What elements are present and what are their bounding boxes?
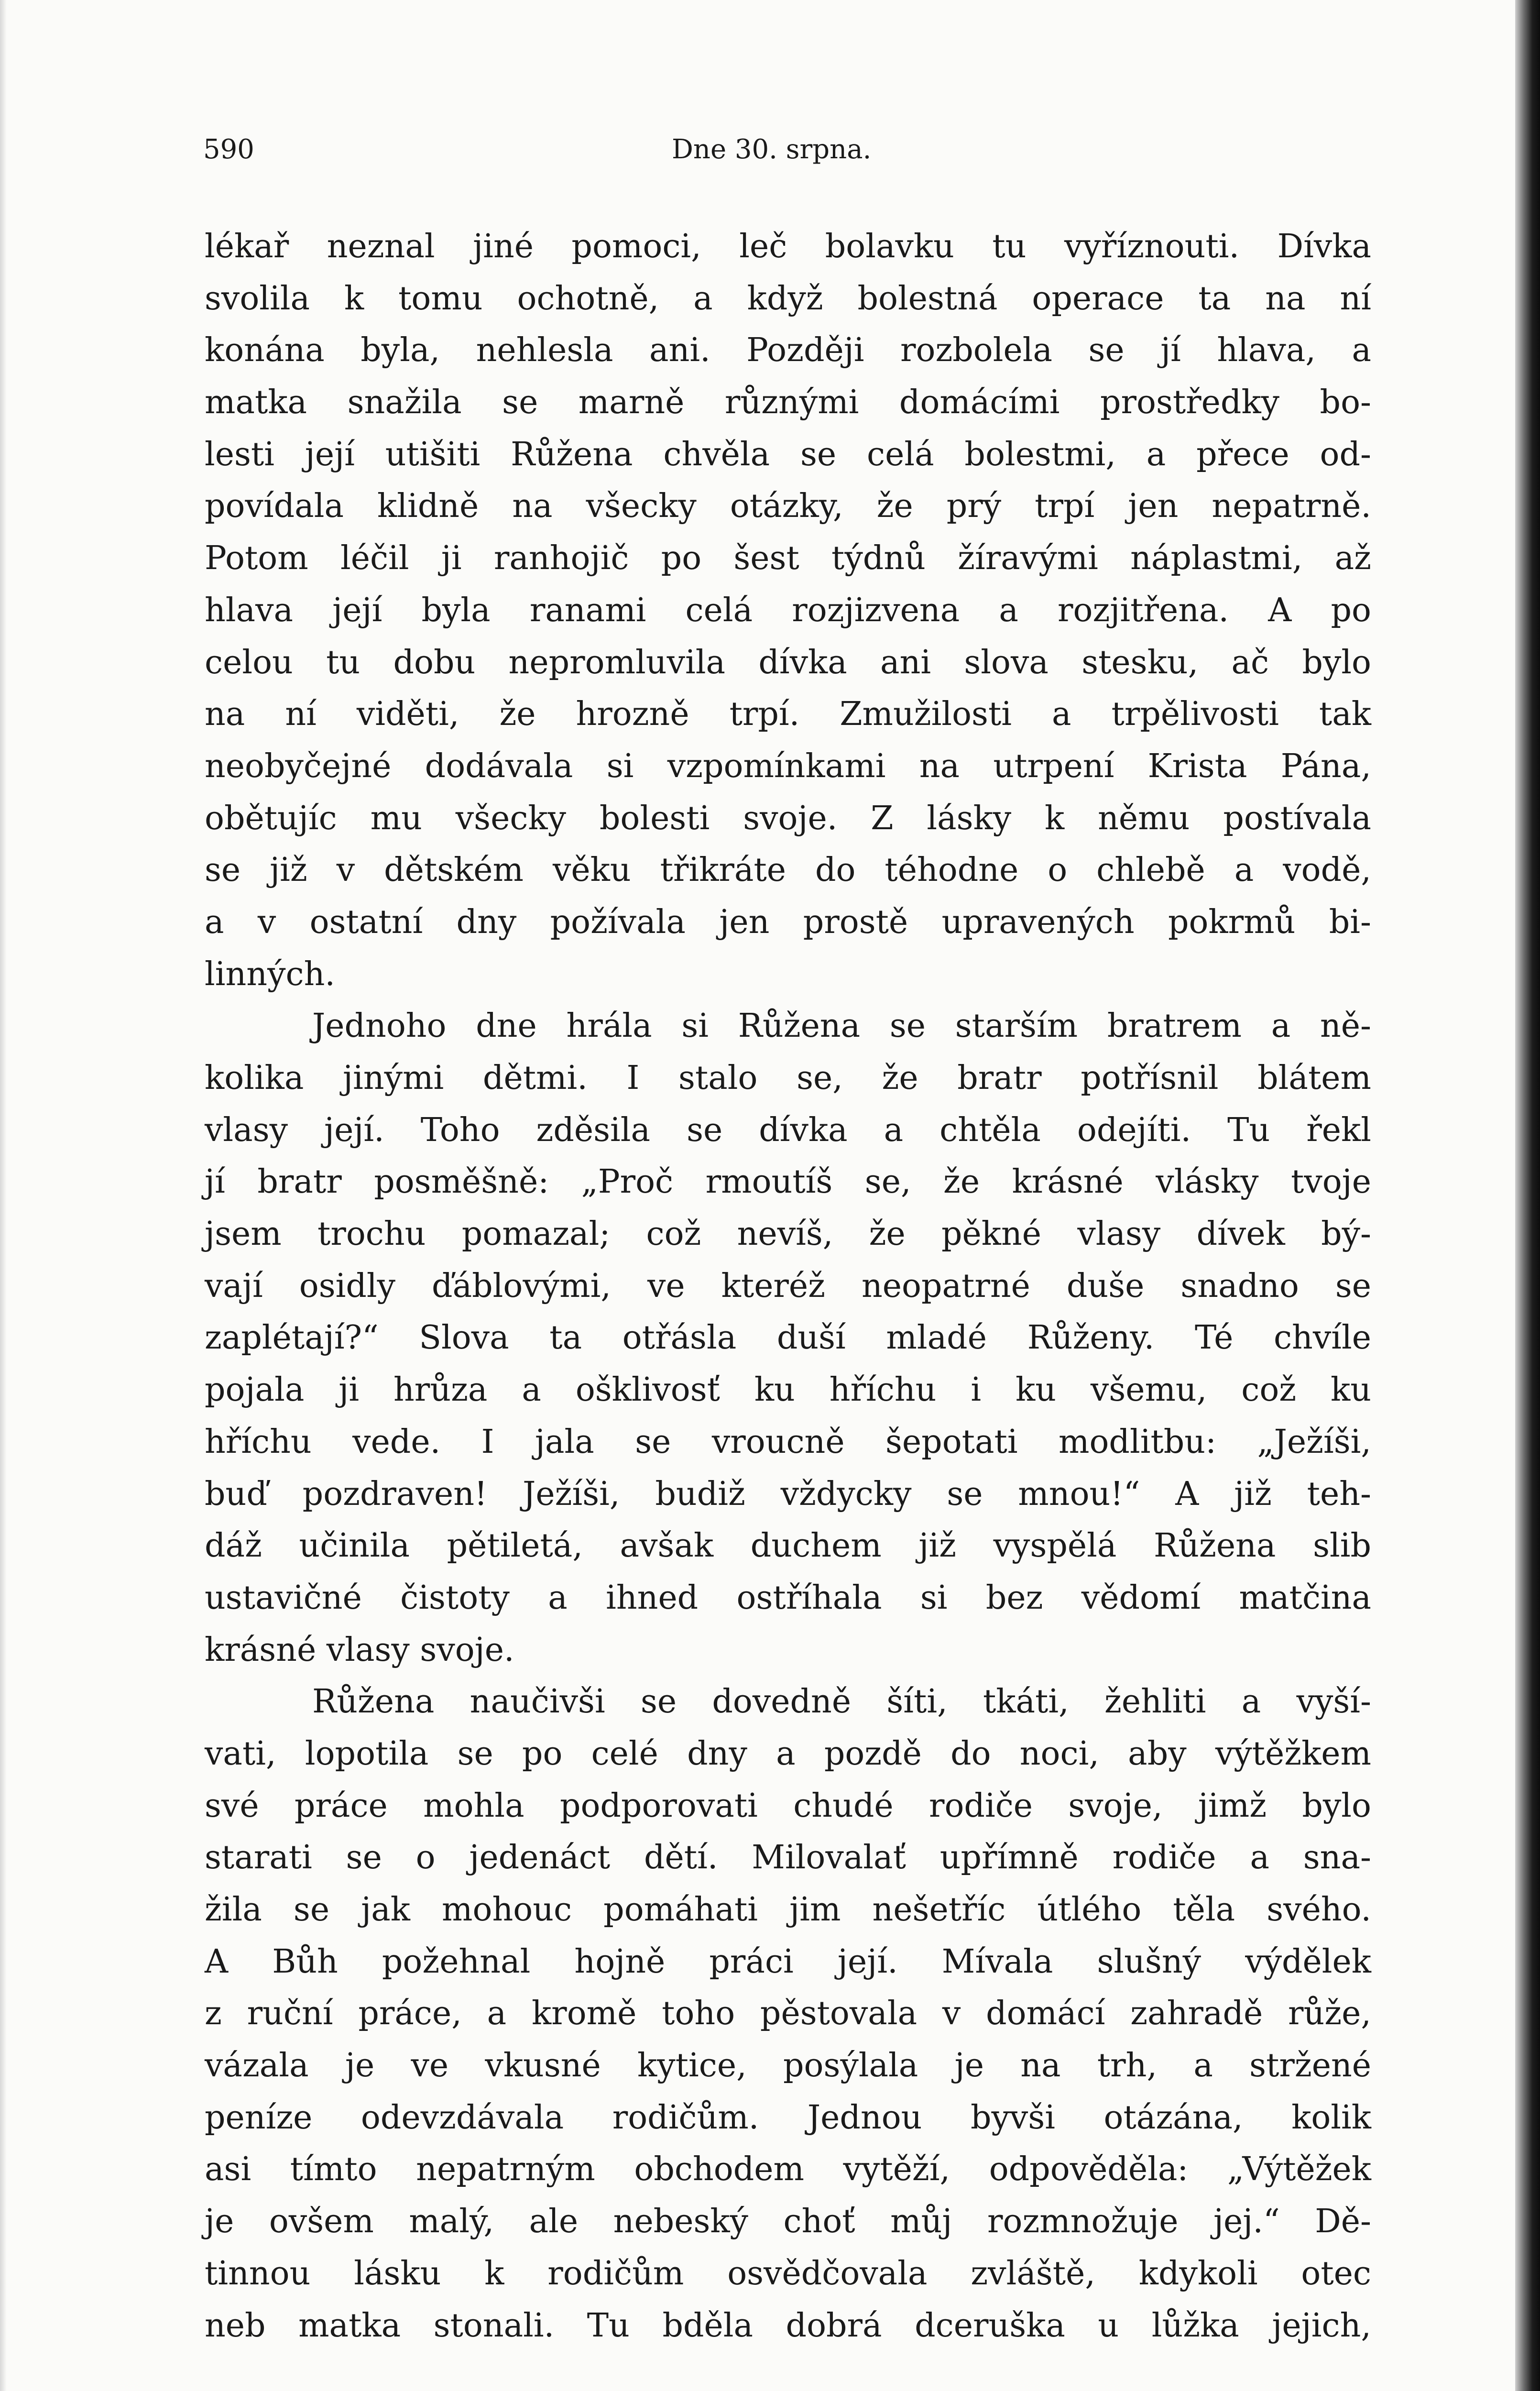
text-line: jsem trochu pomazal; což nevíš, že pěkné vlasy dívek bý-	[205, 1215, 1371, 1253]
text-line: hlava její byla ranami celá rozjizvena a rozjitřena. A po	[205, 591, 1371, 629]
text-line: vázala je ve vkusné kytice, posýlala je na trh, a stržené	[205, 2047, 1371, 2085]
text-line: zaplétají?“ Slova ta otřásla duší mladé Růženy. Té chvíle	[205, 1319, 1371, 1357]
text-line-paragraph-start: Růžena naučivši se dovedně šíti, tkáti, žehliti a vyší-	[312, 1683, 1371, 1721]
text-line: A Bůh požehnal hojně práci její. Mívala slušný výdělek	[205, 1942, 1371, 1981]
text-line-paragraph-start: Jednoho dne hrála si Růžena se starším bratrem a ně-	[312, 1007, 1371, 1045]
text-line: neb matka stonali. Tu bděla dobrá dceruška u lůžka jejich,	[205, 2306, 1371, 2345]
text-line: žila se jak mohouc pomáhati jim nešetříc útlého těla svého.	[205, 1891, 1371, 1929]
text-line: vlasy její. Toho zděsila se dívka a chtěla odejíti. Tu řekl	[205, 1111, 1371, 1149]
text-line: buď pozdraven! Ježíši, budiž vždycky se mnou!“ A již teh-	[205, 1475, 1371, 1513]
scan-left-edge	[0, 0, 7, 2391]
text-line: na ní viděti, že hrozně trpí. Zmužilosti a trpělivosti tak	[205, 695, 1371, 734]
text-line: se již v dětském věku třikráte do téhodne o chlebě a vodě,	[205, 851, 1371, 889]
page-number: 590	[203, 134, 254, 165]
text-line: je ovšem malý, ale nebeský choť můj rozmnožuje jej.“ Dě-	[205, 2203, 1371, 2241]
text-line: a v ostatní dny požívala jen prostě upravených pokrmů bi-	[205, 903, 1371, 941]
text-line: kolika jinými dětmi. I stalo se, že bratr potřísnil blátem	[205, 1059, 1371, 1097]
text-line: z ruční práce, a kromě toho pěstovala v domácí zahradě růže,	[205, 1995, 1371, 2033]
body-text	[205, 221, 1371, 2352]
text-line: pojala ji hrůza a ošklivosť ku hříchu i ku všemu, což ku	[205, 1371, 1371, 1409]
text-line: dáž učinila pětiletá, avšak duchem již vyspělá Růžena slib	[205, 1527, 1371, 1565]
text-line: své práce mohla podporovati chudé rodiče svoje, jimž bylo	[205, 1787, 1371, 1825]
text-line: konána byla, nehlesla ani. Později rozbolela se jí hlava, a	[205, 331, 1371, 370]
text-line: vají osidly ďáblovými, ve kteréž neopatrné duše snadno se	[205, 1267, 1371, 1305]
page-header	[203, 134, 1382, 172]
text-line: vati, lopotila se po celé dny a pozdě do noci, aby výtěžkem	[205, 1734, 1371, 1773]
text-line: matka snažila se marně různými domácími prostředky bo-	[205, 384, 1371, 422]
text-line: lékař neznal jiné pomoci, leč bolavku tu vyříznouti. Dívka	[205, 228, 1371, 265]
text-line: svolila k tomu ochotně, a když bolestná operace ta na ní	[205, 279, 1371, 318]
text-line: starati se o jedenáct dětí. Milovalať upřímně rodiče a sna-	[205, 1839, 1371, 1877]
running-head: Dne 30. srpna.	[672, 134, 872, 165]
text-line: celou tu dobu nepromluvila dívka ani slova stesku, ač bylo	[205, 643, 1371, 681]
text-line: jí bratr posměšně: „Proč rmoutíš se, že krásné vlásky tvoje	[205, 1163, 1371, 1201]
text-line: tinnou lásku k rodičům osvědčovala zvláště, kdykoli otec	[205, 2254, 1371, 2292]
text-line-paragraph-end: krásné vlasy svoje.	[205, 1631, 514, 1669]
text-line: hříchu vede. I jala se vroucně šepotati modlitbu: „Ježíši,	[205, 1423, 1371, 1461]
text-line: peníze odevzdávala rodičům. Jednou byvši otázána, kolik	[205, 2098, 1371, 2137]
text-line: ustavičné čistoty a ihned ostříhala si bez vědomí matčina	[205, 1579, 1371, 1617]
text-line: asi tímto nepatrným obchodem vytěží, odpověděla: „Výtěžek	[205, 2150, 1371, 2189]
text-line: neobyčejné dodávala si vzpomínkami na utrpení Krista Pána,	[205, 747, 1371, 785]
text-line: lesti její utišiti Růžena chvěla se celá bolestmi, a přece od-	[205, 435, 1371, 473]
scan-right-edge	[1515, 0, 1540, 2391]
text-line-paragraph-end: linných.	[205, 955, 335, 993]
text-line: povídala klidně na všecky otázky, že prý trpí jen nepatrně.	[205, 487, 1371, 526]
text-line: obětujíc mu všecky bolesti svoje. Z lásky k němu postívala	[205, 799, 1371, 837]
text-line: Potom léčil ji ranhojič po šest týdnů žíravými náplastmi, až	[205, 539, 1371, 578]
